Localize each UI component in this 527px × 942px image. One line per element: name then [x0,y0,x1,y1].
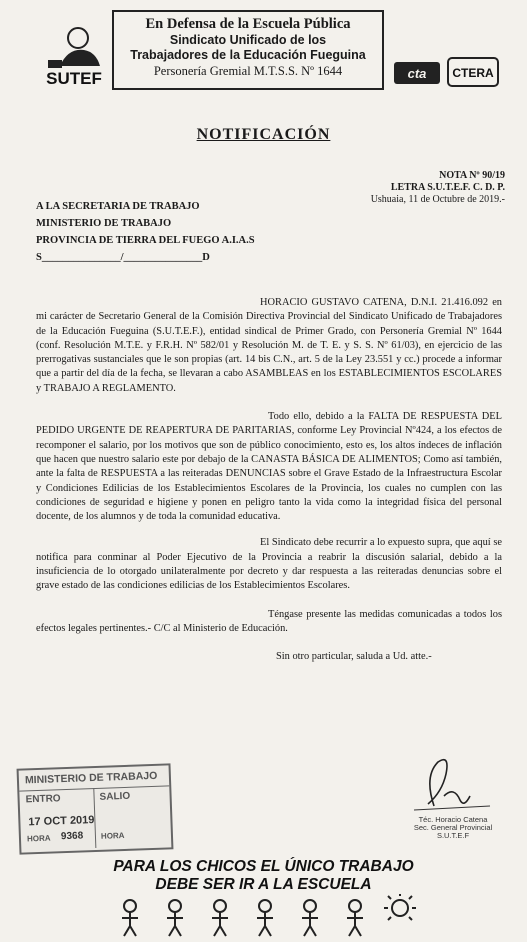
paragraph-5: Sin otro particular, saluda a Ud. atte.- [276,651,432,663]
svg-text:SUTEF: SUTEF [46,69,102,88]
handwritten-signature [394,756,504,816]
address-line-4: S_______________/_______________D [36,252,210,263]
stamp-hora-2: HORA [100,830,125,841]
signer-role: Sec. General Provincial [413,823,493,832]
header-line-2: Sindicato Unificado de los [169,33,327,47]
slogan-line-1: PARA LOS CHICOS EL ÚNICO TRABAJO [113,858,414,875]
stamp-entro: ENTRO [25,793,61,806]
stamp-title: MINISTERIO DE TRABAJO [24,769,158,787]
slogan-line-2: DEBE SER IR A LA ESCUELA [155,876,372,893]
header-line-3: Trabajadores de la Educación Fueguina [130,48,366,62]
stamp-date: 17 OCT 2019 [28,814,95,829]
header-line-1: En Defensa de la Escuela Pública [145,16,351,32]
svg-text:cta: cta [407,66,427,81]
document-title: NOTIFICACIÓN [196,126,331,143]
signer-org: S.U.T.E.F [436,831,470,840]
signer-name: Téc. Horacio Catena [418,815,488,824]
header-line-4: Personería Gremial M.T.S.S. Nº 1644 [153,64,343,78]
address-line-1: A LA SECRETARIA DE TRABAJO [36,201,200,212]
letra: LETRA S.U.T.E.F. C. D. P. [390,182,505,193]
nota-number: NOTA Nº 90/19 [439,170,505,181]
paragraph-2: Todo ello, debido a la FALTA DE RESPUESTA DEL PEDIDO URGENTE DE REAPERTURA DE PARITARIAS, conforme Ley Provincial Nº424, a los efectos de recomponer el salario, por los motivos que son de público conocimiento, esto es, los altos índeces de inflación que hacen que nuestro salario este por debajo de la CANASTA BÁSICA DE ALIMENTOS; Como así también, ante la falta de RESPUESTA a las reiteradas DENUNCIAS sobre el Grave Estado de la Infraestructura Escolar y Condiciones Edilicias de los Establecimientos Escolares de la Provincia, los cuales no cumplen con las condiciones de seguridad e higiene y ponen en peligro tanto la vida como la integridad física del personal docente, de los alumnos y de toda la comunidad educativa. [36,411,502,523]
stamp-hora: HORA [26,833,51,844]
sutef-logo [38,20,110,90]
paragraph-4: Téngase presente las medidas comunicadas a todos los efectos legales pertinentes.- C/C al Ministerio de Educación. [36,608,502,634]
children-illustration [100,894,430,938]
paragraph-1: HORACIO GUSTAVO CATENA, D.N.I. 21.416.092 en mi carácter de Secretario General de la Comisión Directiva Provincial del Sindicato Unificado de Trabajadores de la Educación Fueguina (S.U.T.E.F.), entidad sindical de Primer Grado, con Personería Gremial Nº 1644 (conf. Resolución M.T.E. y F.R.H. Nº 582/01 y Resolución M. de T. E. y S. S. Nº 61/03), en ejercicio de las prerrogativas sustanciales que le son propias (art. 14 bis C.N., art. 5 de la Ley 23.551 y cc.) procede a informar que a partir del día de la fecha, se llevaran a cabo ASAMBLEAS en los ESTABLECIMIENTOS ESCOLARES y TRABAJO A REGLAMENTO. [36,297,502,394]
recipient [36,198,255,266]
letter-body [36,296,502,673]
svg-text:CTERA: CTERA [452,66,494,80]
paragraph-3: El Sindicato debe recurrir a lo expuesto supra, que aquí se notifica para conminar al Poder Ejecutivo de la Provincia a reabrir la discusión salarial, debido a la insuficiencia de lo otorgado unilateralmente por decreto y dar respuesta a las reiteradas denuncias sobre el grave estado de las condiciones edilicias de los Establecimientos Escolares. [36,537,502,592]
reception-stamp [17,763,174,854]
stamp-number: 9368 [60,830,84,843]
address-line-3: PROVINCIA DE TIERRA DEL FUEGO A.I.A.S [36,235,255,246]
signature-block [388,816,518,840]
header-box [112,10,384,90]
union-logos [392,50,502,94]
date: Ushuaia, 11 de Octubre de 2019.- [370,194,505,205]
address-line-2: MINISTERIO DE TRABAJO [36,218,172,229]
stamp-salio: SALIO [99,790,131,803]
